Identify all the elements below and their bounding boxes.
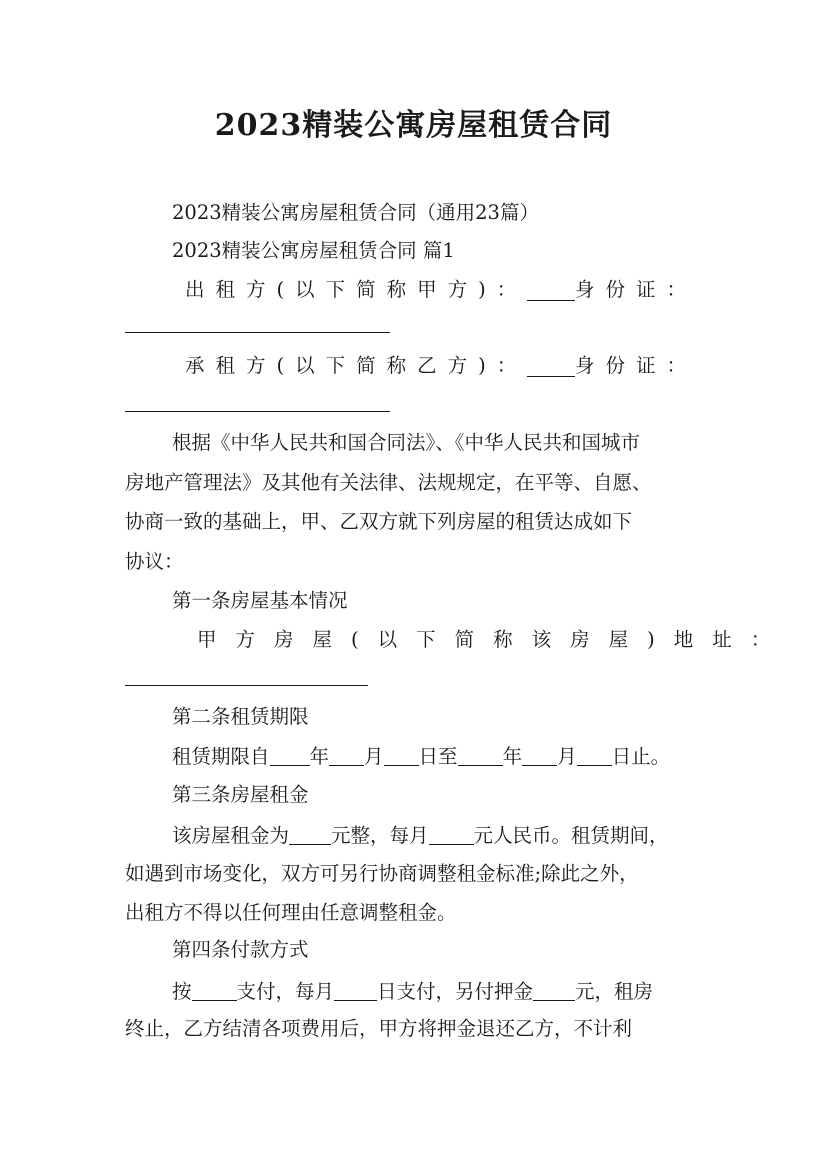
article-3-line-2: 如遇到市场变化，双方可另行协商调整租金标准;除此之外， (125, 862, 639, 885)
article-2-heading: 第二条租赁期限 (172, 705, 309, 728)
article-1-heading: 第一条房屋基本情况 (172, 589, 348, 612)
payment-method-blank (192, 980, 237, 1001)
payment-day-blank (334, 980, 377, 1001)
article-3-line-3: 出租方不得以任何理由任意调整租金。 (125, 901, 457, 924)
day-end-label: 日止。 (611, 745, 671, 768)
start-month-blank (329, 745, 364, 766)
day-to-label: 日至 (418, 745, 458, 768)
lessor-name-blank (527, 280, 575, 301)
preamble-line-3: 协商一致的基础上，甲、乙双方就下列房屋的租赁达成如下 (125, 510, 633, 533)
rent-currency-label: 元人民币。租赁期间， (473, 824, 669, 847)
intro-line: 2023精装公寓房屋租赁合同（通用23篇） (172, 201, 539, 224)
end-day-blank (577, 745, 612, 766)
year-label: 年 (309, 745, 330, 768)
lessor-id-label: 身份证： (574, 278, 697, 301)
article-3-rent-line (172, 824, 669, 846)
deposit-label: 日支付，另付押金 (377, 980, 534, 1003)
term-start-label: 租赁期限自 (172, 745, 270, 768)
lessor-id-blank (125, 332, 390, 333)
preamble-line-2: 房地产管理法》及其他有关法律、法规规定，在平等、自愿、 (125, 471, 652, 494)
lessee-name-blank (527, 356, 575, 377)
start-year-blank (270, 745, 310, 766)
payment-monthly-label: 支付，每月 (236, 980, 335, 1003)
lessee-id-label: 身份证： (574, 354, 697, 377)
monthly-amount-blank (429, 824, 474, 845)
rent-monthly-label: 元整，每月 (331, 824, 429, 847)
lessor-line (185, 280, 697, 301)
article-4-line-2: 终止，乙方结清各项费用后，甲方将押金退还乙方，不计利 (125, 1017, 633, 1040)
start-day-blank (384, 745, 419, 766)
preamble-line-1: 根据《中华人民共和国合同法》、《中华人民共和国城市 (172, 431, 641, 454)
address-blank (125, 685, 368, 686)
article-1-address-line (197, 628, 790, 651)
rent-amount-blank (289, 824, 331, 845)
address-label: 甲方房屋(以下简称该房屋)地址： (197, 628, 790, 651)
document-title: 2023精装公寓房屋租赁合同 (214, 108, 613, 143)
deposit-amount-blank (533, 980, 575, 1001)
end-year-blank (458, 745, 503, 766)
article-2-term-line (172, 745, 670, 767)
deposit-unit-label: 元，租房 (575, 980, 654, 1003)
year-label: 年 (502, 745, 523, 768)
section-heading: 2023精装公寓房屋租赁合同 篇1 (172, 239, 455, 262)
month-label: 月 (557, 745, 577, 768)
lessor-label: 出租方(以下简称甲方)： (185, 278, 528, 301)
preamble-line-4: 协议： (125, 550, 184, 573)
end-month-blank (522, 745, 557, 766)
month-label: 月 (364, 745, 384, 768)
article-4-heading: 第四条付款方式 (172, 938, 309, 961)
lessee-line (185, 356, 697, 377)
lessee-id-blank (125, 411, 390, 412)
article-4-payment-line (172, 980, 653, 1002)
rent-label: 该房屋租金为 (172, 824, 290, 847)
article-3-heading: 第三条房屋租金 (172, 783, 309, 806)
lessee-label: 承租方(以下简称乙方)： (185, 354, 528, 377)
payment-by-label: 按 (172, 980, 192, 1003)
